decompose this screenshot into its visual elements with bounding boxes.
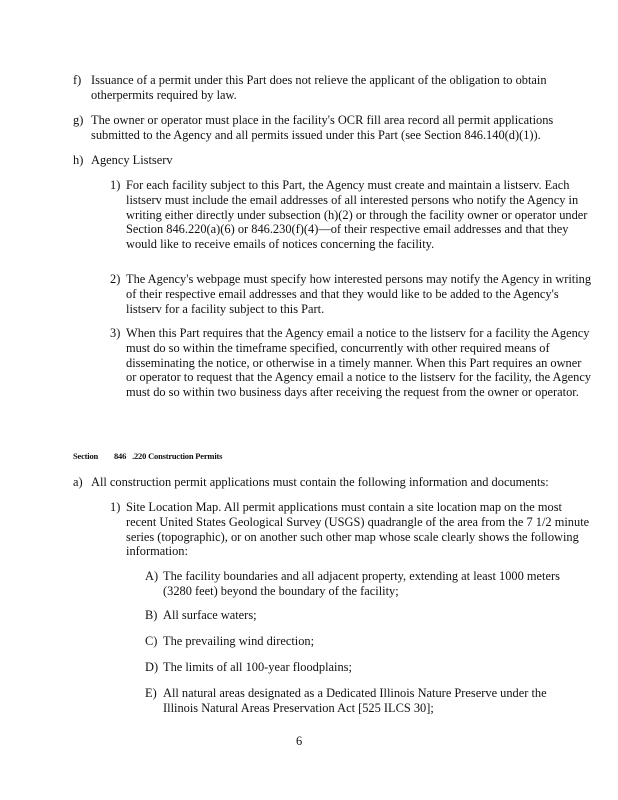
page-number: 6 xyxy=(296,734,303,748)
item-text: All surface waters; xyxy=(163,608,257,622)
item-marker: g) xyxy=(73,113,84,127)
section-title: .220 Construction Permits xyxy=(132,451,223,461)
item-text: Site Location Map. All permit applications must contain a site location map on the most recent United States Geological Survey (USGS) quadrangle of the area from the 7 1/2 minute series (topographic), or on another such other map whose scale clearly shows the following information: xyxy=(126,500,590,559)
section-label: Section xyxy=(73,451,99,461)
item-heading: Agency Listserv xyxy=(91,153,173,167)
item-text: When this Part requires that the Agency email a notice to the listserv for a facility the Agency must do so within the timeframe specified, concurrently with other required means of disseminating the notice, or otherwise in a timely manner. When this Part requires an owner or operator to request that the Agency email a notice to the listserv for the facility, the Agency must do so within two business days after receiving the request from the owner or operator. xyxy=(126,326,592,400)
item-text: The owner or operator must place in the facility's OCR fill area record all permit applications submitted to the Agency and all permits issued under this Part (see Section 846.140(d)(1)). xyxy=(91,113,554,142)
item-marker: C) xyxy=(145,634,158,648)
item-text: The prevailing wind direction; xyxy=(163,634,315,648)
item-marker: 2) xyxy=(110,272,121,286)
item-marker: 1) xyxy=(110,500,121,514)
item-text: Issuance of a permit under this Part does not relieve the applicant of the obligation to obtain otherpermits required by law. xyxy=(91,73,547,102)
section-heading xyxy=(73,449,222,464)
item-marker: a) xyxy=(73,475,83,489)
item-marker: 1) xyxy=(110,178,121,192)
item-marker: h) xyxy=(73,153,84,167)
item-marker: 3) xyxy=(110,326,121,340)
item-text: The facility boundaries and all adjacent property, extending at least 1000 meters (3280 feet) beyond the boundary of the facility; xyxy=(163,569,560,598)
item-marker: D) xyxy=(145,660,159,674)
section-number: 846 xyxy=(113,451,127,461)
item-marker: E) xyxy=(145,686,157,700)
item-marker: A) xyxy=(145,569,159,583)
item-text: All natural areas designated as a Dedicated Illinois Nature Preserve under the Illinois Natural Areas Preservation Act [525 ILCS 30]; xyxy=(163,686,547,715)
item-text: For each facility subject to this Part, the Agency must create and maintain a listserv. Each listserv must include the email addresses of all interested persons who notify the Agency in writing either directly under subsection (h)(2) or through the facility owner or operator under Section 846.220(a)(6) or 846.230(f)(4)—of their respective email addresses and that they would like to receive emails of notices concerning the facility. xyxy=(126,178,588,252)
item-marker: B) xyxy=(145,608,158,622)
item-text: The limits of all 100-year floodplains; xyxy=(163,660,352,674)
item-marker: f) xyxy=(73,73,82,87)
item-text: The Agency's webpage must specify how interested persons may notify the Agency in writing of their respective email addresses and that they would like to be added to the Agency's listserv for a facility subject to this Part. xyxy=(126,272,592,316)
item-text: All construction permit applications must contain the following information and documents: xyxy=(91,475,549,489)
